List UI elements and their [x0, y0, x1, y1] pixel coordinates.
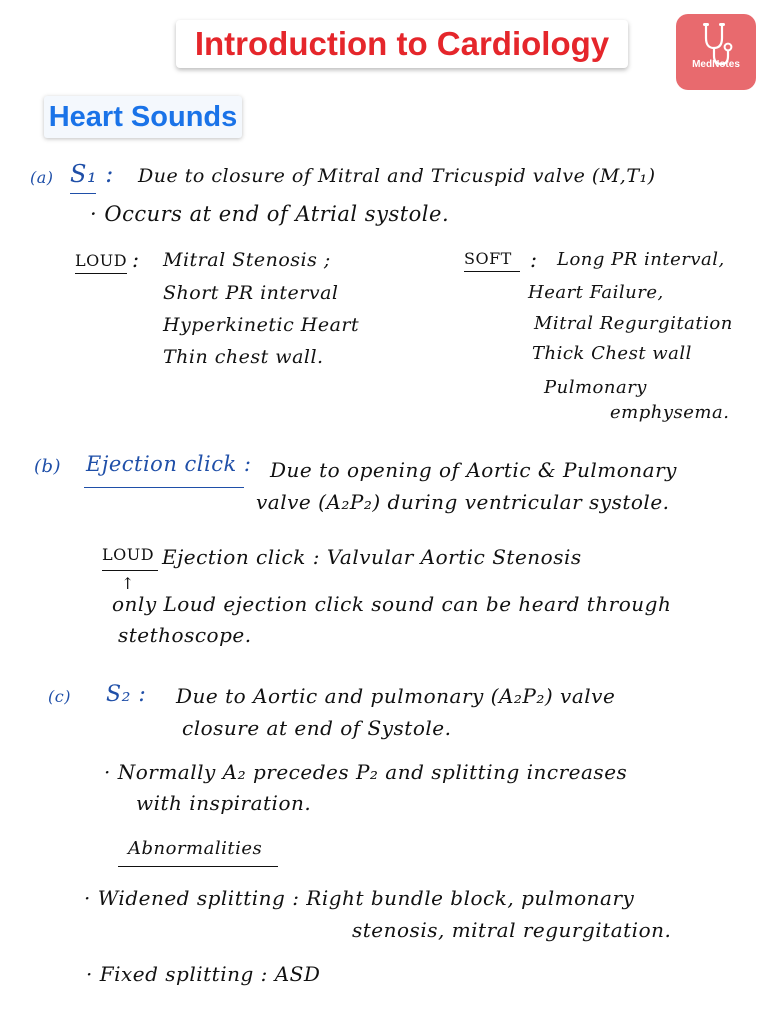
s1-bullet: · Occurs at end of Atrial systole. [90, 202, 450, 226]
ejection-note: only Loud ejection click sound can be heard through [112, 592, 672, 616]
ejection-line: Due to opening of Aortic & Pulmonary [270, 458, 677, 482]
s1-soft-colon: : [530, 248, 538, 272]
s2-line: closure at end of Systole. [182, 716, 452, 740]
s1-definition: Due to closure of Mitral and Tricuspid valve (M,T₁) [138, 165, 656, 187]
ejection-loud-text: Ejection click : Valvular Aortic Stenosis [162, 545, 582, 569]
ejection-loud-underline [102, 570, 158, 571]
ejection-label: Ejection click : [86, 452, 252, 476]
logo-label: MedNotes [692, 59, 740, 70]
s1-loud-label: LOUD [75, 251, 128, 270]
s1-soft-item: emphysema. [610, 402, 730, 423]
s2-bullet: with inspiration. [136, 791, 312, 815]
s2-line: Due to Aortic and pulmonary (A₂P₂) valve [176, 684, 616, 708]
s1-loud-underline [75, 273, 127, 274]
mednotes-logo [676, 14, 756, 90]
s2-label: S₂ : [106, 682, 147, 707]
s1-soft-underline [464, 271, 520, 272]
s1-soft-item: Heart Failure, [528, 282, 664, 303]
widened-splitting-cont: stenosis, mitral regurgitation. [352, 918, 672, 942]
s1-soft-item: Mitral Regurgitation [534, 313, 733, 334]
s1-soft-label: SOFT [464, 249, 512, 268]
s1-soft-item: Pulmonary [544, 377, 647, 398]
s1-loud-item: Thin chest wall. [163, 346, 324, 368]
page-title: Introduction to Cardiology [194, 25, 610, 62]
s1-loud-colon: : [132, 248, 140, 272]
s1-loud-item: Mitral Stenosis ; [163, 249, 331, 271]
s1-label: S₁ : [70, 160, 114, 188]
fixed-splitting: · Fixed splitting : ASD [86, 962, 321, 986]
s1-underline [70, 193, 96, 194]
s1-loud-item: Hyperkinetic Heart [163, 314, 360, 336]
s2-bullet: · Normally A₂ precedes P₂ and splitting increases [104, 760, 628, 784]
s2-marker: (c) [48, 687, 71, 706]
abnormalities-underline [118, 866, 278, 867]
ejection-note: stethoscope. [118, 623, 252, 647]
ejection-loud-label: LOUD [102, 545, 155, 564]
ejection-line: valve (A₂P₂) during ventricular systole. [256, 490, 670, 514]
s1-marker: (a) [30, 168, 54, 187]
ejection-marker: (b) [34, 456, 62, 477]
ejection-underline [84, 487, 244, 488]
widened-splitting: · Widened splitting : Right bundle block, pulmonary [84, 886, 635, 910]
s1-soft-item: Long PR interval, [557, 249, 725, 270]
s1-loud-item: Short PR interval [163, 282, 339, 304]
abnormalities-heading: Abnormalities [128, 838, 263, 859]
up-arrow-icon: ↑ [121, 574, 135, 593]
s1-soft-item: Thick Chest wall [532, 343, 692, 364]
section-heading: Heart Sounds [48, 101, 238, 133]
